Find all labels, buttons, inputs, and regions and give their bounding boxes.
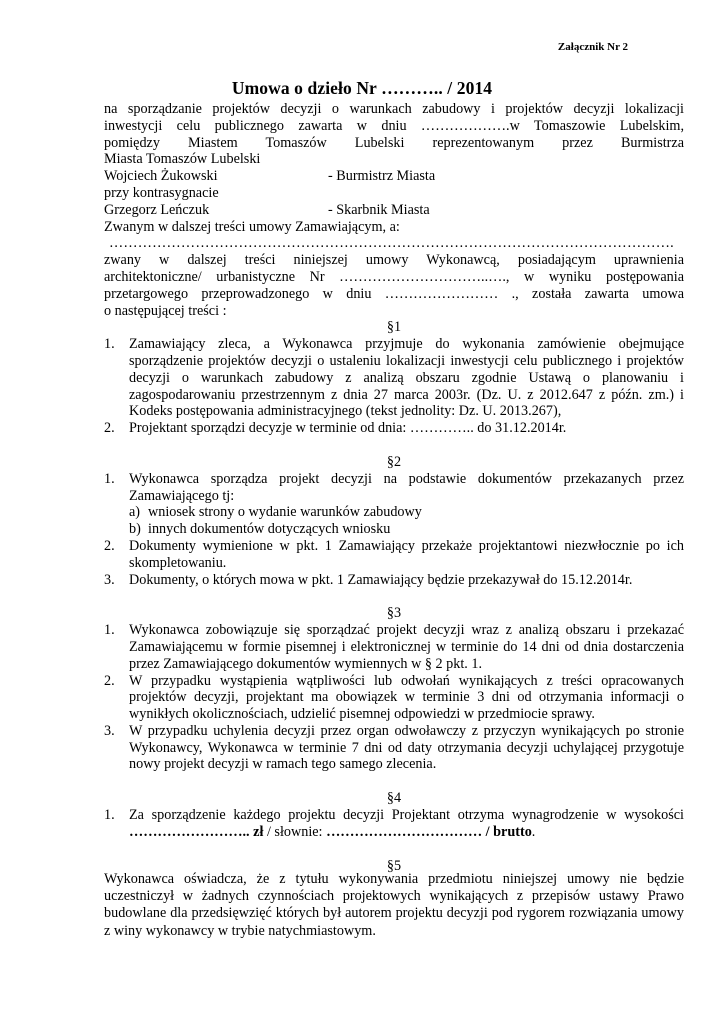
item-number: 1. bbox=[104, 807, 115, 824]
amount-words-label: / słownie: bbox=[263, 823, 327, 840]
amount-end: . bbox=[531, 823, 536, 840]
item-number: 1. bbox=[104, 336, 115, 353]
item-text: W przypadku wystąpienia wątpliwości lub odwołań wynikających z treści opracowanych projektów decyzji, projektant ma obowiązek w terminie 3 dni od otrzymania informacji o wynikłych okolicznościach, udzielić pisemnej odpowiedzi w przedmiocie sprawy. bbox=[129, 672, 684, 723]
intro-line: przetargowego przeprowadzonego w dniu …………………… ., została zawarta umowa bbox=[104, 285, 684, 302]
section-heading: §5 bbox=[386, 857, 402, 874]
signatory-name: Wojciech Żukowski bbox=[104, 168, 218, 185]
intro-line: na sporządzanie projektów decyzji o warunkach zabudowy i projektów decyzji lokalizacji bbox=[104, 101, 684, 117]
intro-line: inwestycji celu publicznego zawarta w dniu ……………….w Tomaszowie Lubelskim, bbox=[104, 117, 684, 134]
section-3 bbox=[104, 605, 684, 773]
list-item bbox=[104, 673, 684, 723]
item-text: Projektant sporządzi decyzje w terminie od dnia: ………….. do 31.12.2014r. bbox=[129, 420, 567, 437]
section-list bbox=[104, 471, 684, 589]
sub-item-text: wniosek strony o wydanie warunków zabudowy bbox=[148, 504, 422, 521]
spacer bbox=[104, 841, 684, 858]
contract-title: Umowa o dzieło Nr ……….. / 2014 bbox=[231, 78, 493, 98]
item-number: 2. bbox=[104, 537, 115, 554]
contract-body bbox=[104, 101, 684, 882]
amount-words-dots: …………………………… / brutto bbox=[326, 823, 532, 840]
intro-line: architektoniczne/ urbanistyczne Nr …………………………..…., w wyniku postępowania bbox=[104, 268, 684, 285]
amount-dots: …………………….. zł bbox=[129, 823, 264, 840]
item-text: Zamawiający zleca, a Wykonawca przyjmuje do wykonania zamówienie obejmujące sporządzenie projektów decyzji o ustaleniu lokalizacji inwestycji celu publicznego i projektów decyzji o warunkach zabudowy z analizą obszaru zgodnie Ustawą o planowaniu i zagospodarowaniu przestrzennym z dnia 27 marca 2003r. (Dz. U. z 2012.647 z późn. zm.) i Kodeks postępowania administracyjnego (tekst jednolity: Dz. U. 2013.267), bbox=[129, 336, 684, 420]
section-heading: §1 bbox=[386, 319, 402, 336]
sub-item bbox=[129, 504, 684, 521]
spacer bbox=[104, 773, 684, 790]
section-5-text: Wykonawca oświadcza, że z tytułu wykonywania przedmiotu niniejszej umowy nie będzie uczestniczył w żadnych czynnościach projektowych wynikających z przepisów ustawy Prawo budowlane dla przedsięwzięć których był autorem projektu decyzji pod rygorem rozwiązania umowy z winy wykonawcy w trybie natychmiastowym. bbox=[104, 871, 684, 939]
item-text: W przypadku uchylenia decyzji przez organ odwoławczy z przyczyn wynikających po stronie Wykonawcy, Wykonawca w terminie 7 dni od daty otrzymania decyzji uchylającej przygotuje nowy projekt decyzji w ramach tego samego zlecenia. bbox=[129, 722, 684, 773]
item-text: Za sporządzenie każdego projektu decyzji Projektant otrzyma wynagrodzenie w wysokości bbox=[129, 807, 684, 824]
amount-line bbox=[129, 824, 684, 841]
item-text: Wykonawca sporządza projekt decyzji na podstawie dokumentów przekazanych przez Zamawiającego tj: bbox=[129, 470, 684, 504]
section-list bbox=[104, 336, 684, 437]
list-item bbox=[104, 807, 684, 841]
item-text: Wykonawca zobowiązuje się sporządzać projekt decyzji wraz z analizą obszaru i przekazać Zamawiającemu w formie pisemnej i elektronicznej w terminie do 14 dni od dnia dostarczenia przez Zamawiającego dokumentów wymiennych w § 2 pkt. 1. bbox=[129, 622, 684, 672]
section-1 bbox=[104, 319, 684, 437]
intro-line: pomiędzy Miastem Tomaszów Lubelski reprezentowanym przez Burmistrza bbox=[104, 134, 684, 151]
spacer bbox=[104, 588, 684, 605]
countersign-label: przy kontrasygnacie bbox=[104, 184, 219, 201]
intro-line: Zwanym w dalszej treści umowy Zamawiającym, a: bbox=[104, 218, 400, 235]
section-heading: §2 bbox=[386, 453, 402, 470]
section-heading: §3 bbox=[386, 605, 402, 622]
intro-line: zwany w dalszej treści niniejszej umowy Wykonawcą, posiadającym uprawnienia bbox=[104, 252, 684, 269]
signatory-row bbox=[104, 202, 684, 219]
sub-item-text: innych dokumentów dotyczących wniosku bbox=[148, 521, 391, 538]
sub-item-label: b) bbox=[129, 521, 141, 538]
section-list bbox=[104, 622, 684, 773]
section-heading: §4 bbox=[386, 790, 402, 807]
signatory-role: - Skarbnik Miasta bbox=[328, 201, 430, 218]
intro-section bbox=[104, 101, 684, 319]
section-2 bbox=[104, 454, 684, 588]
list-item bbox=[104, 336, 684, 420]
list-item bbox=[104, 723, 684, 773]
signatory-role: - Burmistrz Miasta bbox=[328, 168, 436, 185]
section-list bbox=[104, 807, 684, 841]
item-text: Dokumenty, o których mowa w pkt. 1 Zamawiający będzie przekazywał do 15.12.2014r. bbox=[129, 571, 633, 588]
intro-line: Miasta Tomaszów Lubelski bbox=[104, 151, 261, 168]
item-number: 2. bbox=[104, 420, 115, 437]
list-item bbox=[104, 622, 684, 672]
intro-line: o następującej treści : bbox=[104, 302, 227, 319]
sub-item-label: a) bbox=[129, 504, 141, 521]
item-number: 3. bbox=[104, 571, 115, 588]
item-number: 2. bbox=[104, 672, 115, 689]
section-4 bbox=[104, 790, 684, 840]
contractor-dotline: ………………………………………………………………………………………………………. bbox=[109, 235, 674, 252]
item-number: 1. bbox=[104, 622, 115, 639]
item-text: Dokumenty wymienione w pkt. 1 Zamawiający przekaże projektantowi niezwłocznie po ich skompletowaniu. bbox=[129, 537, 684, 571]
list-item bbox=[104, 572, 684, 589]
signatory-name: Grzegorz Leńczuk bbox=[104, 201, 210, 218]
item-number: 3. bbox=[104, 722, 115, 739]
list-item bbox=[104, 538, 684, 572]
item-number: 1. bbox=[104, 470, 115, 487]
signatory-row bbox=[104, 168, 684, 185]
sub-item bbox=[129, 521, 684, 538]
list-item bbox=[104, 420, 684, 437]
spacer bbox=[104, 437, 684, 454]
list-item bbox=[104, 471, 684, 538]
attachment-label: Załącznik Nr 2 bbox=[557, 41, 628, 53]
